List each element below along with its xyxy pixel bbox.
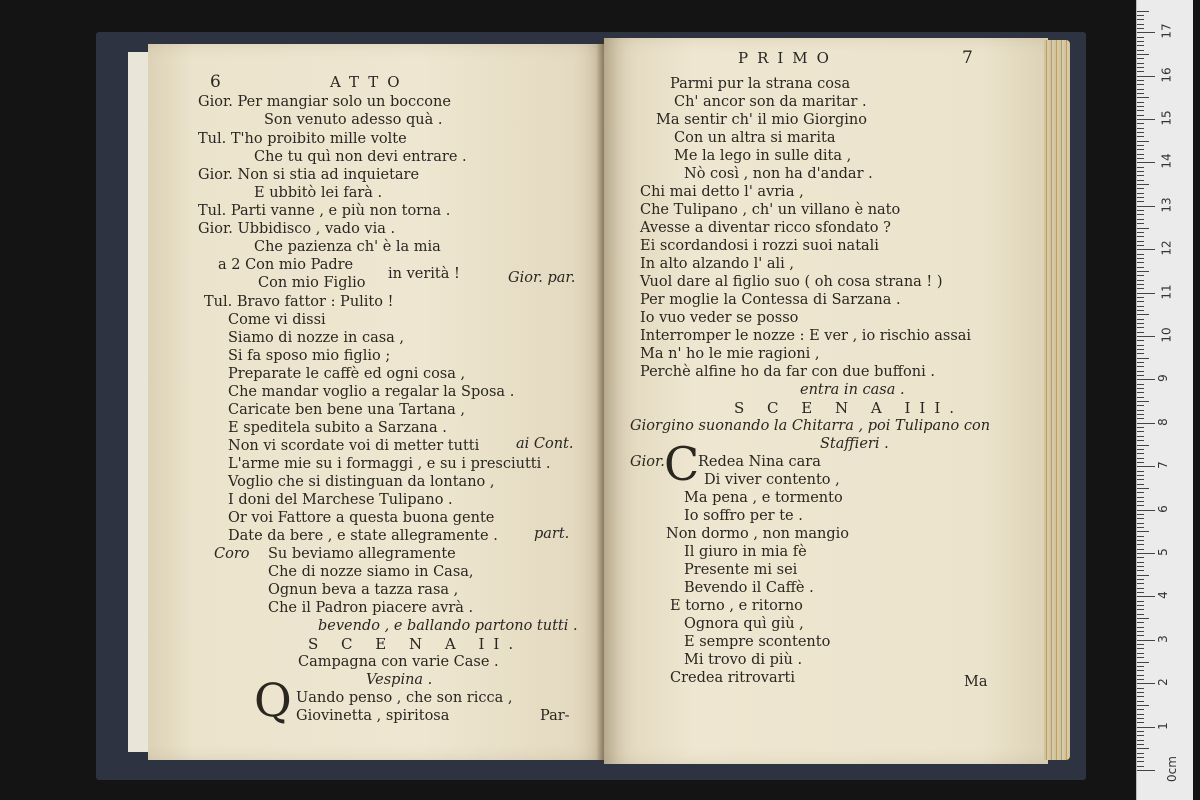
- ruler-tick: [1137, 492, 1144, 493]
- ruler-tick: [1137, 76, 1155, 77]
- text-line: Or voi Fattore a questa buona gente: [228, 510, 495, 526]
- ruler-tick: [1137, 575, 1149, 576]
- ruler-tick: [1137, 614, 1144, 615]
- ruler-tick: [1137, 214, 1144, 215]
- measuring-ruler: [1136, 0, 1193, 800]
- text-line: Che tu quì non devi entrare .: [254, 149, 467, 165]
- ruler-tick: [1137, 115, 1144, 116]
- ruler-tick: [1137, 24, 1144, 25]
- ruler-tick: [1137, 379, 1155, 380]
- ruler-tick: [1137, 445, 1149, 446]
- ruler-number: 3: [1155, 634, 1170, 643]
- ruler-tick: [1137, 371, 1144, 372]
- ruler-tick: [1137, 462, 1144, 463]
- text-line: Campagna con varie Case .: [298, 654, 499, 670]
- ruler-tick: [1137, 588, 1144, 589]
- text-line: Con mio Figlio: [258, 275, 366, 291]
- text-line: L'arme mie su i formaggi , e su i presciutti .: [228, 456, 551, 472]
- ruler-number: 13: [1159, 197, 1174, 213]
- ruler-tick: [1137, 392, 1144, 393]
- ruler-tick: [1137, 301, 1144, 302]
- ruler-tick: [1137, 145, 1144, 146]
- ruler-tick: [1137, 410, 1144, 411]
- ruler-tick: [1137, 388, 1144, 389]
- ruler-tick: [1137, 293, 1155, 294]
- ruler-tick: [1137, 714, 1144, 715]
- ruler-tick: [1137, 653, 1144, 654]
- ruler-tick: [1137, 718, 1144, 719]
- ruler-tick: [1137, 258, 1144, 259]
- ruler-tick: [1137, 596, 1155, 597]
- ruler-tick: [1137, 284, 1144, 285]
- ruler-tick: [1137, 149, 1144, 150]
- ruler-tick: [1137, 401, 1149, 402]
- text-line: Chi mai detto l' avria ,: [640, 184, 804, 200]
- ruler-number: 12: [1159, 240, 1174, 256]
- ruler-number: 15: [1159, 110, 1174, 126]
- ruler-tick: [1137, 11, 1149, 12]
- ruler-tick: [1137, 45, 1144, 46]
- text-line: Vuol dare al figlio suo ( oh cosa strana ! ): [640, 274, 943, 290]
- text-line: Gior. Per mangiar solo un boccone: [198, 94, 451, 110]
- ruler-number: 11: [1159, 283, 1174, 300]
- ruler-tick: [1137, 666, 1144, 667]
- ruler-tick: [1137, 501, 1144, 502]
- ruler-tick: [1137, 175, 1144, 176]
- text-line: Preparate le caffè ed ogni cosa ,: [228, 366, 466, 382]
- ruler-tick: [1137, 67, 1144, 68]
- ruler-tick: [1137, 345, 1144, 346]
- text-line: Tul. T'ho proibito mille volte: [198, 131, 407, 147]
- ruler-tick: [1137, 340, 1144, 341]
- ruler-tick: [1137, 249, 1155, 250]
- ruler-tick: [1137, 106, 1144, 107]
- stage-direction: Gior. par.: [508, 270, 576, 286]
- ruler-tick: [1137, 562, 1144, 563]
- ruler-tick: [1137, 696, 1144, 697]
- ruler-number: 4: [1155, 591, 1170, 600]
- ruler-tick: [1137, 484, 1144, 485]
- ruler-tick: [1137, 128, 1144, 129]
- ruler-tick: [1137, 262, 1144, 263]
- ruler-tick: [1137, 622, 1144, 623]
- text-line: In alto alzando l' ali ,: [640, 256, 795, 272]
- ruler-tick: [1137, 683, 1155, 684]
- ruler-tick: [1137, 414, 1144, 415]
- ruler-tick: [1137, 557, 1144, 558]
- ruler-tick: [1137, 323, 1144, 324]
- text-line: Che il Padron piacere avrà .: [268, 600, 474, 616]
- text-line: E sempre scontento: [684, 634, 831, 650]
- text-line: Parmi pur la strana cosa: [670, 76, 851, 92]
- ruler-tick: [1137, 32, 1155, 33]
- ruler-number: 16: [1159, 66, 1174, 83]
- ruler-tick: [1137, 670, 1144, 671]
- ruler-tick: [1137, 397, 1144, 398]
- ruler-number: 2: [1155, 678, 1170, 687]
- ruler-number: 8: [1155, 417, 1170, 426]
- ruler-tick: [1137, 740, 1144, 741]
- ruler-tick: [1137, 570, 1144, 571]
- text-line: Che mandar voglio a regalar la Sposa .: [228, 384, 515, 400]
- text-line: Ma n' ho le mie ragioni ,: [640, 346, 820, 362]
- ruler-tick: [1137, 314, 1149, 315]
- text-line: Di viver contento ,: [704, 472, 840, 488]
- text-line: Bevendo il Caffè .: [684, 580, 814, 596]
- ruler-tick: [1137, 353, 1144, 354]
- page-edges: [1044, 40, 1070, 760]
- stage-direction: Gior.: [630, 454, 665, 470]
- ruler-tick: [1137, 327, 1144, 328]
- ruler-tick: [1137, 427, 1144, 428]
- ruler-tick: [1137, 349, 1144, 350]
- ruler-tick: [1137, 766, 1144, 767]
- text-line: Me la lego in sulle dita ,: [674, 148, 852, 164]
- ruler-tick: [1137, 479, 1144, 480]
- ruler-tick: [1137, 458, 1144, 459]
- ruler-tick: [1137, 50, 1144, 51]
- ruler-tick: [1137, 297, 1144, 298]
- ruler-tick: [1137, 514, 1144, 515]
- ruler-tick: [1137, 319, 1144, 320]
- ruler-tick: [1137, 63, 1144, 64]
- text-line: Giovinetta , spiritosa: [296, 708, 450, 724]
- text-line: Nò così , non ha d'andar .: [684, 166, 873, 182]
- text-line: I doni del Marchese Tulipano .: [228, 492, 453, 508]
- ruler-tick: [1137, 727, 1155, 728]
- scene-heading: S C E N A III.: [734, 399, 964, 417]
- stage-direction: Vespina .: [366, 672, 433, 688]
- ruler-tick: [1137, 675, 1144, 676]
- ruler-tick: [1137, 362, 1144, 363]
- text-line: Interromper le nozze : E ver , io rischio assai: [640, 328, 972, 344]
- ruler-tick: [1137, 206, 1155, 207]
- text-line: Tul. Bravo fattor : Pulito !: [204, 294, 394, 310]
- text-line: Presente mi sei: [684, 562, 798, 578]
- text-line: Che di nozze siamo in Casa,: [268, 564, 474, 580]
- ruler-tick: [1137, 236, 1144, 237]
- stage-direction: entra in casa .: [800, 382, 905, 398]
- stage-direction: Staffieri .: [820, 436, 889, 452]
- text-line: Non vi scordate voi di metter tutti: [228, 438, 480, 454]
- ruler-tick: [1137, 366, 1144, 367]
- ruler-tick: [1137, 635, 1144, 636]
- ruler-tick: [1137, 549, 1144, 550]
- ruler-tick: [1137, 531, 1149, 532]
- text-line: Son venuto adesso quà .: [264, 112, 443, 128]
- ruler-tick: [1137, 171, 1144, 172]
- ruler-tick: [1137, 731, 1144, 732]
- text-line: E speditela subito a Sarzana .: [228, 420, 447, 436]
- ruler-tick: [1137, 692, 1144, 693]
- ruler-number: 14: [1159, 153, 1174, 170]
- text-line: Redea Nina cara: [698, 454, 821, 470]
- ruler-number: 6: [1155, 504, 1170, 513]
- ruler-tick: [1137, 102, 1144, 103]
- text-line: Ognun beva a tazza rasa ,: [268, 582, 459, 598]
- scene-heading: S C E N A II.: [308, 635, 523, 653]
- ruler-tick: [1137, 275, 1144, 276]
- ruler-tick: [1137, 241, 1144, 242]
- ruler-tick: [1137, 15, 1144, 16]
- ruler-tick: [1137, 97, 1149, 98]
- text-line: Caricate ben bene una Tartana ,: [228, 402, 466, 418]
- ruler-tick: [1137, 223, 1144, 224]
- ruler-tick: [1137, 158, 1144, 159]
- ruler-tick: [1137, 141, 1149, 142]
- ruler-tick: [1137, 770, 1155, 771]
- left-running-head: ATTO: [330, 73, 409, 91]
- stage-direction: Coro: [214, 546, 250, 562]
- ruler-tick: [1137, 748, 1149, 749]
- ruler-number: 0cm: [1164, 756, 1179, 782]
- ruler-tick: [1137, 449, 1144, 450]
- ruler-tick: [1137, 471, 1144, 472]
- ruler-tick: [1137, 219, 1144, 220]
- text-line: Mi trovo di più .: [684, 652, 803, 668]
- text-line: Su beviamo allegramente: [268, 546, 456, 562]
- stage-direction: Giorgino suonando la Chitarra , poi Tulipano con: [630, 418, 991, 434]
- ruler-tick: [1137, 505, 1144, 506]
- text-line: Gior. Non si stia ad inquietare: [198, 167, 420, 183]
- ruler-tick: [1137, 662, 1149, 663]
- ruler-tick: [1137, 245, 1144, 246]
- ruler-tick: [1137, 162, 1155, 163]
- ruler-number: 10: [1159, 327, 1174, 343]
- text-line: Ma: [964, 674, 988, 690]
- text-line: Ch' ancor son da maritar .: [674, 94, 867, 110]
- ruler-tick: [1137, 679, 1144, 680]
- ruler-tick: [1137, 197, 1144, 198]
- text-line: Uando penso , che son ricca ,: [296, 690, 513, 706]
- ruler-tick: [1137, 688, 1144, 689]
- ruler-tick: [1137, 510, 1155, 511]
- ruler-number: 17: [1159, 23, 1174, 39]
- ruler-tick: [1137, 80, 1144, 81]
- text-line: Ma pena , e tormento: [684, 490, 843, 506]
- stage-direction: ai Cont.: [516, 436, 574, 452]
- text-line: Perchè alfine ho da far con due buffoni .: [640, 364, 935, 380]
- ruler-tick: [1137, 744, 1144, 745]
- ruler-tick: [1137, 310, 1144, 311]
- text-line: Come vi dissi: [228, 312, 326, 328]
- ruler-tick: [1137, 644, 1144, 645]
- ruler-tick: [1137, 84, 1144, 85]
- ruler-number: 5: [1155, 548, 1170, 556]
- right-running-head: PRIMO: [738, 49, 838, 67]
- text-line: E ubbitò lei farà .: [254, 185, 383, 201]
- ruler-tick: [1137, 19, 1144, 20]
- text-line: Date da bere , e state allegramente .: [228, 528, 498, 544]
- text-line: Ei scordandosi i rozzi suoi natali: [640, 238, 879, 254]
- text-line: Il giuro in mia fè: [684, 544, 807, 560]
- ruler-tick: [1137, 119, 1155, 120]
- text-line: Tul. Parti vanne , e più non torna .: [198, 203, 451, 219]
- text-line: Avesse a diventar ricco sfondato ?: [640, 220, 891, 236]
- ruler-tick: [1137, 722, 1144, 723]
- ruler-tick: [1137, 384, 1144, 385]
- ruler-tick: [1137, 232, 1144, 233]
- ruler-tick: [1137, 609, 1144, 610]
- text-line: a 2 Con mio Padre: [218, 257, 354, 273]
- ruler-tick: [1137, 28, 1144, 29]
- right-drop-cap: C: [664, 437, 700, 491]
- left-page: [148, 44, 606, 760]
- text-line: Ma sentir ch' il mio Giorgino: [656, 112, 868, 128]
- ruler-tick: [1137, 453, 1144, 454]
- ruler-tick: [1137, 184, 1149, 185]
- text-line: Che pazienza ch' è la mia: [254, 239, 441, 255]
- text-line: Per moglie la Contessa di Sarzana .: [640, 292, 901, 308]
- ruler-tick: [1137, 54, 1149, 55]
- text-line: Non dormo , non mangio: [666, 526, 850, 542]
- text-line: Par-: [540, 708, 570, 724]
- ruler-tick: [1137, 210, 1144, 211]
- text-line: E torno , e ritorno: [670, 598, 803, 614]
- ruler-tick: [1137, 89, 1144, 90]
- ruler-tick: [1137, 735, 1144, 736]
- ruler-tick: [1137, 523, 1144, 524]
- ruler-tick: [1137, 271, 1149, 272]
- ruler-tick: [1137, 605, 1144, 606]
- ruler-number: 7: [1155, 461, 1170, 470]
- ruler-tick: [1137, 601, 1144, 602]
- ruler-tick: [1137, 440, 1144, 441]
- ruler-tick: [1137, 757, 1144, 758]
- ruler-tick: [1137, 306, 1144, 307]
- text-line: Si fa sposo mio figlio ;: [228, 348, 391, 364]
- ruler-tick: [1137, 657, 1144, 658]
- ruler-tick: [1137, 375, 1144, 376]
- ruler-tick: [1137, 618, 1149, 619]
- ruler-number: 9: [1155, 374, 1170, 383]
- text-line: Credea ritrovarti: [670, 670, 796, 686]
- ruler-tick: [1137, 709, 1144, 710]
- ruler-tick: [1137, 132, 1144, 133]
- ruler-tick: [1137, 154, 1144, 155]
- text-line: Con un altra si marita: [674, 130, 836, 146]
- text-line: in verità !: [388, 266, 460, 282]
- ruler-tick: [1137, 405, 1144, 406]
- ruler-tick: [1137, 701, 1144, 702]
- right-page: [604, 38, 1048, 764]
- ruler-tick: [1137, 332, 1144, 333]
- ruler-tick: [1137, 592, 1144, 593]
- left-page-number: 6: [210, 72, 221, 92]
- ruler-tick: [1137, 497, 1144, 498]
- ruler-tick: [1137, 705, 1149, 706]
- ruler-tick: [1137, 527, 1144, 528]
- ruler-tick: [1137, 228, 1149, 229]
- ruler-tick: [1137, 288, 1144, 289]
- ruler-tick: [1137, 110, 1144, 111]
- ruler-tick: [1137, 518, 1144, 519]
- ruler-tick: [1137, 58, 1144, 59]
- ruler-tick: [1137, 431, 1144, 432]
- ruler-tick: [1137, 167, 1144, 168]
- ruler-tick: [1137, 193, 1144, 194]
- ruler-tick: [1137, 553, 1155, 554]
- ruler-tick: [1137, 37, 1144, 38]
- ruler-tick: [1137, 123, 1144, 124]
- text-line: Siamo di nozze in casa ,: [228, 330, 405, 346]
- text-line: Che Tulipano , ch' un villano è nato: [640, 202, 901, 218]
- ruler-tick: [1137, 566, 1144, 567]
- ruler-tick: [1137, 423, 1155, 424]
- ruler-tick: [1137, 640, 1155, 641]
- ruler-tick: [1137, 336, 1155, 337]
- ruler-tick: [1137, 201, 1144, 202]
- ruler-tick: [1137, 436, 1144, 437]
- ruler-tick: [1137, 753, 1144, 754]
- ruler-tick: [1137, 71, 1144, 72]
- ruler-tick: [1137, 648, 1144, 649]
- ruler-tick: [1137, 180, 1144, 181]
- ruler-tick: [1137, 418, 1144, 419]
- ruler-tick: [1137, 93, 1144, 94]
- ruler-tick: [1137, 627, 1144, 628]
- ruler-tick: [1137, 358, 1149, 359]
- stage-direction: bevendo , e ballando partono tutti .: [318, 618, 578, 634]
- text-line: Io soffro per te .: [684, 508, 803, 524]
- ruler-tick: [1137, 536, 1144, 537]
- ruler-tick: [1137, 188, 1144, 189]
- ruler-tick: [1137, 475, 1144, 476]
- text-line: Ognora quì giù ,: [684, 616, 804, 632]
- ruler-tick: [1137, 544, 1144, 545]
- ruler-tick: [1137, 583, 1144, 584]
- right-page-number: 7: [962, 48, 973, 68]
- ruler-tick: [1137, 761, 1144, 762]
- left-drop-cap: Q: [254, 673, 292, 727]
- ruler-tick: [1137, 254, 1144, 255]
- ruler-number: 1: [1155, 721, 1170, 730]
- ruler-tick: [1137, 488, 1149, 489]
- text-line: Voglio che si distinguan da lontano ,: [228, 474, 495, 490]
- ruler-tick: [1137, 466, 1155, 467]
- text-line: Io vuo veder se posso: [640, 310, 799, 326]
- ruler-tick: [1137, 280, 1144, 281]
- ruler-tick: [1137, 631, 1144, 632]
- ruler-tick: [1137, 579, 1144, 580]
- stage-direction: part.: [534, 526, 570, 542]
- ruler-tick: [1137, 41, 1144, 42]
- ruler-tick: [1137, 540, 1144, 541]
- ruler-tick: [1137, 267, 1144, 268]
- text-line: Gior. Ubbidisco , vado via .: [198, 221, 396, 237]
- ruler-tick: [1137, 136, 1144, 137]
